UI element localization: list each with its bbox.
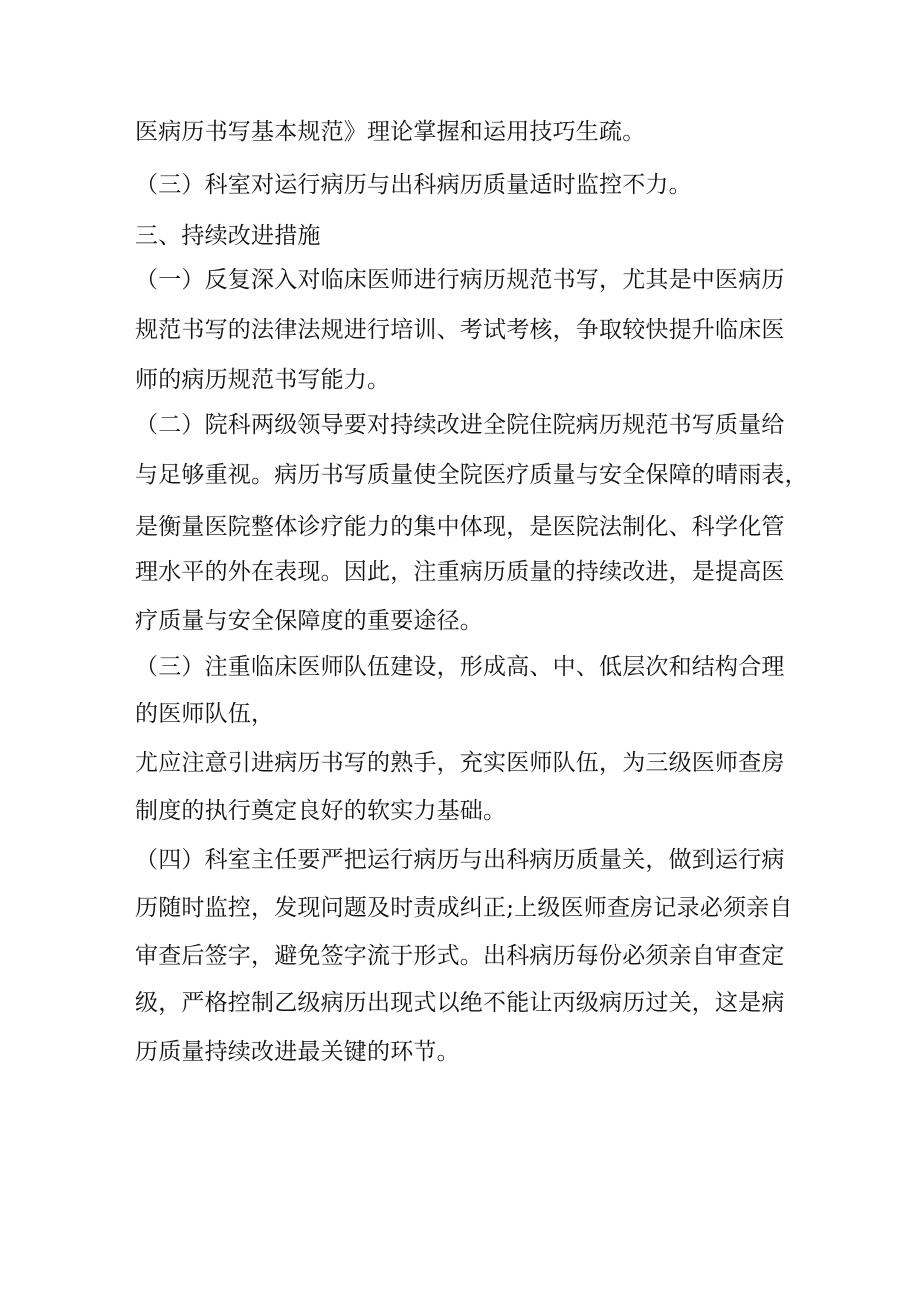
text-line: （三）科室对运行病历与出科病历质量适时监控不力。 [135,172,692,198]
text-line: 理水平的外在表现。因此，注重病历质量的持续改进，是提高医 [135,559,785,585]
text-line: （二）院科两级领导要对持续改进全院住院病历规范书写质量给 [135,412,785,438]
text-line: 师的病历规范书写能力。 [135,367,391,393]
text-line: 与足够重视。病历书写质量使全院医疗质量与安全保障的晴雨表， [135,462,808,488]
text-line: 医病历书写基本规范》理论掌握和运用技巧生疏。 [135,119,646,145]
text-line: 审查后签字，避免签字流于形式。出科病历每份必须亲自审查定 [135,943,785,969]
text-line: 历随时监控，发现问题及时责成纠正;上级医师查房记录必须亲自 [135,895,793,921]
text-line: 规范书写的法律法规进行培训、考试考核，争取较快提升临床医 [135,317,785,343]
text-line: 的医师队伍， [135,701,275,727]
section-heading: 三、持续改进措施 [135,223,321,249]
text-line: 历质量持续改进最关键的环节。 [135,1039,460,1065]
text-line: （三）注重临床医师队伍建设，形成高、中、低层次和结构合理 [135,654,785,680]
text-line: （一）反复深入对临床医师进行病历规范书写，尤其是中医病历 [135,267,785,293]
text-line: 级，严格控制乙级病历出现式以绝不能让丙级病历过关，这是病 [135,990,785,1016]
text-line: 尤应注意引进病历书写的熟手，充实医师队伍，为三级医师查房 [135,750,785,776]
text-line: 是衡量医院整体诊疗能力的集中体现，是医院法制化、科学化管 [135,514,785,540]
text-line: （四）科室主任要严把运行病历与出科病历质量关，做到运行病 [135,847,785,873]
text-line: 制度的执行奠定良好的软实力基础。 [135,798,507,824]
text-line: 疗质量与安全保障度的重要途径。 [135,608,483,634]
